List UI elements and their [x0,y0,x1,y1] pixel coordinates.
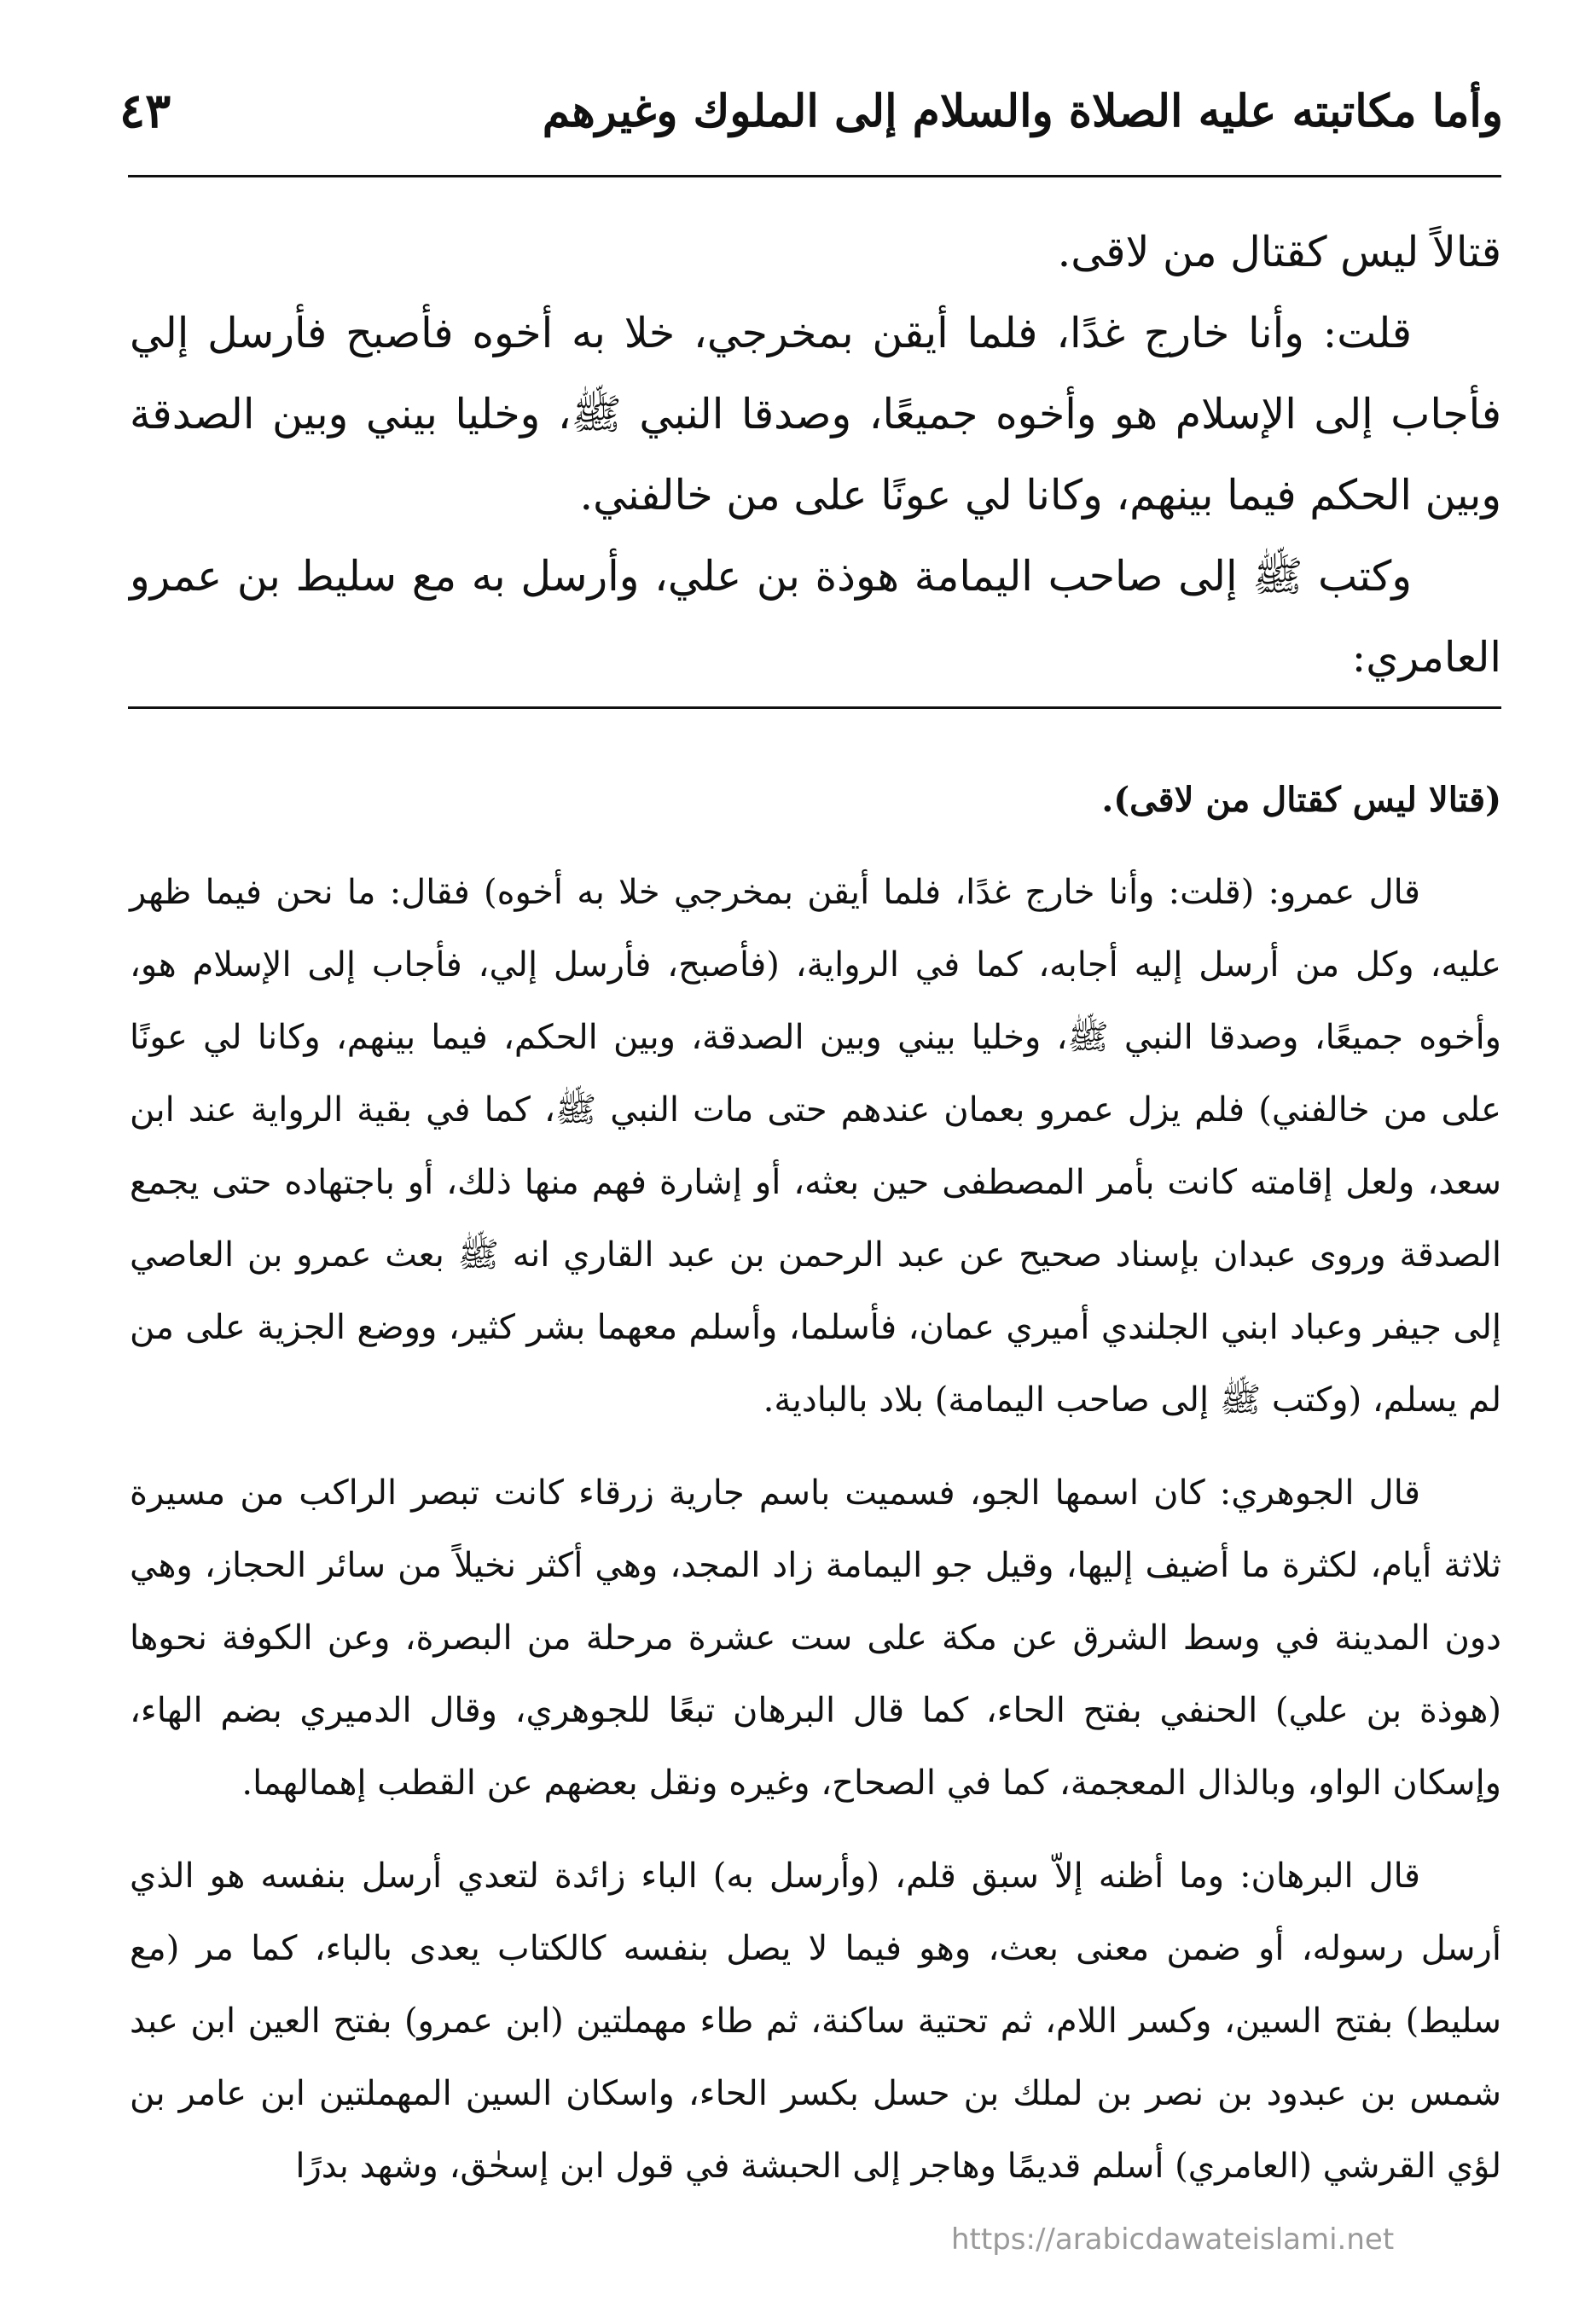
commentary-paragraph: قال البرهان: وما أظنه إلاّ سبق قلم، (وأرسل به) الباء زائدة لتعدي أرسل بنفسه هو الذي أرسل رسوله، أو ضمن معنى بعث، وهو فيما لا يصل بنفسه كالكتاب يعدى بالباء، كما مر (مع سليط) بفتح السين، وكسر اللام، ثم تحتية ساكنة، ثم طاء مهملتين (ابن عمرو) بفتح العين ابن عبد شمس بن عبدود بن نصر بن لملك بن حسل بكسر الحاء، واسكان السين المهملتين ابن عامر بن لؤي القرشي (العامري) أسلم قديمًا وهاجر إلى الحبشة في قول ابن إسحٰق، وشهد بدرًا [130,1856,1501,2186]
commentary-paragraph: قال عمرو: (قلت: وأنا خارج غدًا، فلما أيقن بمخرجي خلا به أخوه) فقال: ما نحن فيما ظهر عليه، وكل من أرسل إليه أجابه، كما في الرواية، (فأصبح، فأرسل إلي، فأجاب إلى الإسلام هو، وأخوه جميعًا، وصدقا النبي ﷺ، وخليا بيني وبين الصدقة، وبين الحكم، فيما بينهم، وكانا لي عونًا على من خالفني) فلم يزل عمرو بعمان عندهم حتى مات النبي ﷺ، كما في بقية الرواية عند ابن سعد، ولعل إقامته كانت بأمر المصطفى حين بعثه، أو إشارة فهم منها ذلك، أو باجتهاده حتى يجمع الصدقة وروى عبدان بإسناد صحيح عن عبد الرحمن بن عبد القاري انه ﷺ بعث عمرو بن العاصي إلى جيفر وعباد ابني الجلندي أميري عمان، فأسلما، وأسلم معهما بشر كثير، ووضع الجزية على من لم يسلم، (وكتب ﷺ إلى صاحب اليمامة) بلاد بالبادية. [130,873,1501,1420]
main-paragraph: وكتب ﷺ إلى صاحب اليمامة هوذة بن علي، وأرسل به مع سليط بن عمرو العامري: [130,552,1501,682]
commentary-paragraph: (قتالا ليس كقتال من لاقى). [1101,780,1501,820]
main-paragraph: قتالاً ليس كقتال من لاقى. [1057,228,1501,276]
watermark-url: https://arabicdawateislami.net [951,2222,1395,2257]
page-number: ٤٣ [119,83,171,139]
main-paragraph: قلت: وأنا خارج غدًا، فلما أيقن بمخرجي، خلا به أخوه فأصبح فأرسل إلي فأجاب إلى الإسلام هو وأخوه جميعًا، وصدقا النبي ﷺ، وخليا بيني وبين الصدقة وبين الحكم فيما بينهم، وكانا لي عونًا على من خالفني. [130,309,1501,520]
commentary-divider [128,706,1501,709]
commentary-text [130,764,1501,2223]
page-header [119,64,1503,158]
main-text [130,212,1501,698]
running-title: وأما مكاتبته عليه الصلاة والسلام إلى الملوك وغيرهم [542,84,1503,137]
header-divider [128,175,1501,177]
commentary-paragraph: قال الجوهري: كان اسمها الجو، فسميت باسم جارية زرقاء كانت تبصر الراكب من مسيرة ثلاثة أيام، لكثرة ما أضيف إليها، وقيل جو اليمامة زاد المجد، وهي أكثر نخيلاً من سائر الحجاز، وهي دون المدينة في وسط الشرق عن مكة على ست عشرة مرحلة من البصرة، وعن الكوفة نحوها (هوذة بن علي) الحنفي بفتح الحاء، كما قال البرهان تبعًا للجوهري، وقال الدميري بضم الهاء، وإسكان الواو، وبالذال المعجمة، كما في الصحاح، وغيره ونقل بعضهم عن القطب إهمالهما. [130,1473,1501,1803]
